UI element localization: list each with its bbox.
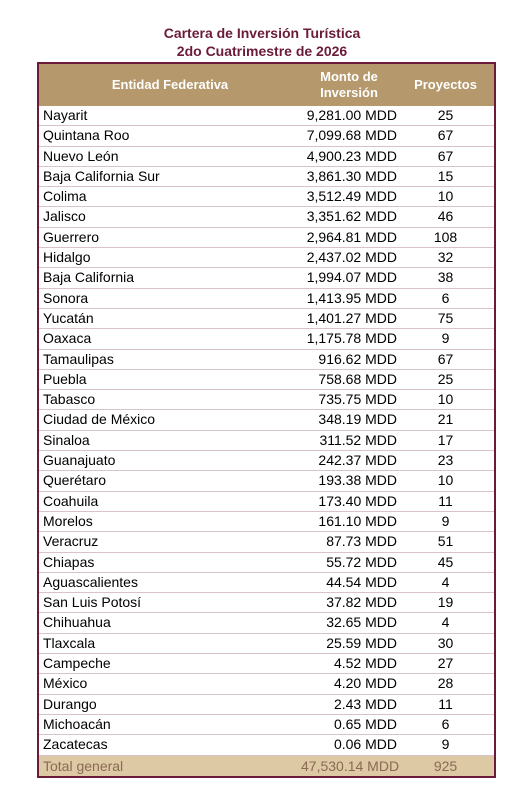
cell-entidad: Sinaloa — [43, 431, 90, 448]
cell-monto: 55.72 MDD — [326, 553, 397, 570]
table-row — [39, 695, 494, 715]
table-row — [39, 390, 494, 410]
cell-entidad: Baja California — [43, 269, 135, 286]
cell-entidad: San Luis Potosí — [43, 594, 142, 611]
table-row — [39, 593, 494, 613]
cell-proyectos: 17 — [437, 431, 454, 448]
table-row — [39, 451, 494, 471]
cell-entidad: Chihuahua — [43, 614, 111, 631]
cell-entidad: Aguascalientes — [43, 573, 138, 590]
table-body — [39, 106, 494, 756]
cell-proyectos: 23 — [437, 452, 454, 469]
cell-proyectos: 21 — [437, 411, 454, 428]
table-row — [39, 167, 494, 187]
table-row — [39, 187, 494, 207]
cell-proyectos: 75 — [437, 309, 454, 326]
cell-proyectos: 67 — [437, 350, 454, 367]
cell-entidad: Jalisco — [43, 208, 86, 225]
cell-entidad: Campeche — [43, 655, 111, 672]
table-row — [39, 126, 494, 146]
header-proyectos: Proyectos — [414, 77, 477, 92]
cell-monto: 0.65 MDD — [333, 715, 397, 732]
cell-entidad: Yucatán — [43, 309, 94, 326]
cell-entidad: Morelos — [43, 512, 93, 529]
table-row — [39, 147, 494, 167]
table-row — [39, 106, 494, 126]
cell-monto: 3,351.62 MDD — [306, 208, 397, 225]
table-row — [39, 735, 494, 755]
cell-monto: 735.75 MDD — [318, 391, 397, 408]
cell-proyectos: 9 — [441, 330, 450, 347]
cell-entidad: Quintana Roo — [43, 127, 130, 144]
header-monto-line2: Inversión — [320, 85, 378, 100]
header-entidad: Entidad Federativa — [111, 77, 229, 92]
cell-monto: 161.10 MDD — [318, 512, 397, 529]
cell-monto: 1,175.78 MDD — [306, 330, 397, 347]
cell-monto: 0.06 MDD — [333, 736, 397, 753]
cell-proyectos: 51 — [437, 533, 454, 550]
cell-entidad: Guerrero — [43, 228, 100, 245]
total-row — [39, 756, 494, 776]
cell-proyectos: 9 — [441, 736, 450, 753]
cell-monto: 7,099.68 MDD — [306, 127, 397, 144]
table-row — [39, 613, 494, 633]
cell-proyectos: 67 — [437, 147, 454, 164]
cell-entidad: Veracruz — [43, 533, 99, 550]
header-monto-line1: Monto de — [320, 69, 378, 84]
cell-proyectos: 6 — [441, 715, 450, 732]
cell-monto: 37.82 MDD — [326, 594, 397, 611]
table-row — [39, 573, 494, 593]
cell-monto: 3,512.49 MDD — [306, 188, 397, 205]
cell-proyectos: 6 — [441, 289, 450, 306]
cell-entidad: Michoacán — [43, 715, 111, 732]
cell-monto: 193.38 MDD — [318, 472, 397, 489]
cell-proyectos: 10 — [437, 472, 454, 489]
cell-monto: 9,281.00 MDD — [306, 107, 397, 123]
cell-proyectos: 4 — [441, 573, 450, 590]
cell-monto: 1,994.07 MDD — [306, 269, 397, 286]
cell-entidad: Puebla — [43, 370, 87, 387]
cell-proyectos: 45 — [437, 553, 454, 570]
table-row — [39, 248, 494, 268]
cell-proyectos: 25 — [437, 107, 454, 123]
table-row — [39, 674, 494, 694]
cell-proyectos: 9 — [441, 512, 450, 529]
cell-monto: 3,861.30 MDD — [306, 167, 397, 184]
cell-proyectos: 11 — [438, 695, 453, 712]
cell-proyectos: 25 — [437, 370, 454, 387]
table-row — [39, 207, 494, 227]
table-row — [39, 410, 494, 430]
table-row — [39, 431, 494, 451]
table-row — [39, 654, 494, 674]
cell-proyectos: 4 — [441, 614, 450, 631]
total-label: Total general — [43, 757, 124, 774]
cell-entidad: Querétaro — [43, 472, 107, 489]
table-row — [39, 512, 494, 532]
cell-entidad: Durango — [43, 695, 97, 712]
cell-entidad: Hidalgo — [43, 249, 91, 266]
table-row — [39, 471, 494, 491]
total-proyectos: 925 — [433, 757, 458, 774]
header-monto — [301, 64, 397, 106]
cell-entidad: Guanajuato — [43, 452, 116, 469]
cell-monto: 1,413.95 MDD — [306, 289, 397, 306]
cell-monto: 4,900.23 MDD — [306, 147, 397, 164]
table-row — [39, 492, 494, 512]
table-row — [39, 553, 494, 573]
cell-entidad: Chiapas — [43, 553, 95, 570]
table-row — [39, 634, 494, 654]
cell-proyectos: 46 — [437, 208, 454, 225]
table-header — [39, 62, 494, 106]
cell-monto: 32.65 MDD — [326, 614, 397, 631]
cell-entidad: Tabasco — [43, 391, 96, 408]
cell-monto: 173.40 MDD — [318, 492, 397, 509]
cell-proyectos: 32 — [437, 249, 454, 266]
cell-proyectos: 67 — [437, 127, 454, 144]
cell-entidad: Oaxaca — [43, 330, 92, 347]
cell-entidad: Nayarit — [43, 107, 88, 123]
cell-proyectos: 11 — [438, 492, 453, 509]
cell-monto: 44.54 MDD — [326, 573, 397, 590]
cell-monto: 758.68 MDD — [318, 370, 397, 387]
cell-proyectos: 15 — [437, 167, 454, 184]
cell-monto: 25.59 MDD — [326, 634, 397, 651]
cell-monto: 4.52 MDD — [333, 655, 397, 672]
cell-entidad: Tlaxcala — [43, 634, 96, 651]
cell-proyectos: 19 — [437, 594, 454, 611]
cell-proyectos: 10 — [437, 188, 454, 205]
cell-entidad: Tamaulipas — [43, 350, 114, 367]
table-row — [39, 329, 494, 349]
cell-monto: 1,401.27 MDD — [306, 309, 397, 326]
cell-monto: 4.20 MDD — [333, 675, 397, 692]
cell-monto: 2.43 MDD — [333, 695, 397, 712]
page-subtitle: 2do Cuatrimestre de 2026 — [176, 43, 348, 59]
table-row — [39, 228, 494, 248]
cell-monto: 311.52 MDD — [319, 431, 397, 448]
cell-monto: 348.19 MDD — [318, 411, 397, 428]
cell-monto: 916.62 MDD — [318, 350, 397, 367]
table-row — [39, 370, 494, 390]
cell-proyectos: 38 — [437, 269, 454, 286]
cell-entidad: Ciudad de México — [43, 411, 156, 428]
cell-monto: 2,437.02 MDD — [306, 249, 397, 266]
investment-table — [37, 62, 496, 778]
page-title: Cartera de Inversión Turística — [163, 25, 361, 41]
table-row — [39, 309, 494, 329]
total-monto: 47,530.14 MDD — [301, 757, 400, 774]
cell-entidad: Zacatecas — [43, 736, 108, 753]
table-row — [39, 268, 494, 288]
cell-proyectos: 108 — [433, 228, 458, 245]
table-row — [39, 532, 494, 552]
cell-proyectos: 10 — [437, 391, 454, 408]
cell-entidad: Sonora — [43, 289, 89, 306]
cell-proyectos: 28 — [437, 675, 454, 692]
cell-entidad: Baja California Sur — [43, 167, 160, 184]
cell-proyectos: 27 — [437, 655, 454, 672]
table-row — [39, 715, 494, 735]
cell-entidad: México — [43, 675, 88, 692]
cell-entidad: Colima — [43, 188, 87, 205]
cell-proyectos: 30 — [437, 634, 454, 651]
cell-monto: 87.73 MDD — [326, 533, 397, 550]
table-row — [39, 289, 494, 309]
cell-entidad: Coahuila — [43, 492, 99, 509]
cell-entidad: Nuevo León — [43, 147, 119, 164]
table-row — [39, 350, 494, 370]
cell-monto: 2,964.81 MDD — [306, 228, 397, 245]
cell-monto: 242.37 MDD — [318, 452, 397, 469]
